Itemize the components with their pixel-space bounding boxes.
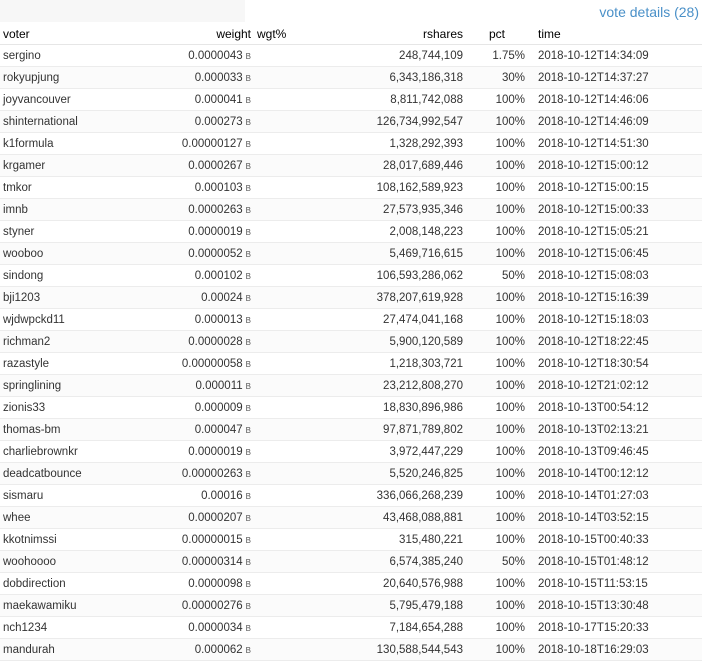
- pct-cell: 100%: [466, 617, 528, 639]
- weight-cell: [156, 155, 254, 177]
- voter-link[interactable]: sindong: [3, 269, 44, 282]
- wgt-pct-cell: [254, 375, 320, 397]
- weight-cell: [156, 331, 254, 353]
- weight-unit: B: [245, 51, 251, 61]
- pct-cell: 1.75%: [466, 45, 528, 67]
- weight-value: 0.000273: [194, 115, 243, 128]
- weight-value: 0.000009: [194, 401, 243, 414]
- weight-value: 0.0000263: [188, 203, 243, 216]
- rshares-cell: 248,744,109: [320, 45, 466, 67]
- table-row: [0, 45, 702, 67]
- time-cell: 2018-10-15T13:30:48: [528, 595, 702, 617]
- weight-unit: B: [245, 381, 251, 391]
- table-row: [0, 133, 702, 155]
- table-row: [0, 287, 702, 309]
- voter-cell: [0, 243, 156, 265]
- pct-cell: 100%: [466, 529, 528, 551]
- voter-cell: [0, 353, 156, 375]
- weight-cell: [156, 89, 254, 111]
- rshares-cell: 7,184,654,288: [320, 617, 466, 639]
- rshares-cell: 1,328,292,393: [320, 133, 466, 155]
- weight-cell: [156, 573, 254, 595]
- pct-cell: 100%: [466, 441, 528, 463]
- time-cell: 2018-10-12T21:02:12: [528, 375, 702, 397]
- wgt-pct-cell: [254, 419, 320, 441]
- rshares-cell: 43,468,088,881: [320, 507, 466, 529]
- column-header-pct[interactable]: pct: [466, 23, 528, 45]
- voter-link[interactable]: styner: [3, 225, 35, 238]
- weight-unit: B: [245, 249, 251, 259]
- rshares-cell: 126,734,992,547: [320, 111, 466, 133]
- pct-cell: 100%: [466, 111, 528, 133]
- weight-cell: [156, 485, 254, 507]
- weight-cell: [156, 617, 254, 639]
- rshares-cell: 6,574,385,240: [320, 551, 466, 573]
- voter-cell: [0, 485, 156, 507]
- voter-link[interactable]: whee: [3, 511, 31, 524]
- voter-link[interactable]: nch1234: [3, 621, 48, 634]
- table-row: [0, 419, 702, 441]
- column-header-rshares[interactable]: rshares: [320, 23, 466, 45]
- column-header-weight[interactable]: weight: [156, 23, 254, 45]
- time-cell: 2018-10-12T14:46:06: [528, 89, 702, 111]
- voter-cell: [0, 375, 156, 397]
- weight-cell: [156, 111, 254, 133]
- weight-cell: [156, 309, 254, 331]
- pct-cell: 100%: [466, 375, 528, 397]
- wgt-pct-cell: [254, 595, 320, 617]
- weight-value: 0.0000267: [188, 159, 243, 172]
- weight-value: 0.000013: [194, 313, 243, 326]
- voter-cell: [0, 199, 156, 221]
- weight-unit: B: [245, 535, 251, 545]
- time-cell: 2018-10-12T18:30:54: [528, 353, 702, 375]
- table-row: [0, 89, 702, 111]
- time-cell: 2018-10-17T15:20:33: [528, 617, 702, 639]
- voter-cell: [0, 309, 156, 331]
- voter-link[interactable]: bji1203: [3, 291, 41, 304]
- weight-cell: [156, 639, 254, 661]
- column-header-time[interactable]: time: [528, 23, 702, 45]
- weight-value: 0.0000034: [188, 621, 243, 634]
- voter-link[interactable]: dobdirection: [3, 577, 66, 590]
- weight-cell: [156, 177, 254, 199]
- table-row: [0, 617, 702, 639]
- weight-value: 0.00000058: [181, 357, 243, 370]
- voter-cell: [0, 639, 156, 661]
- voter-cell: [0, 265, 156, 287]
- wgt-pct-cell: [254, 177, 320, 199]
- voter-link[interactable]: razastyle: [3, 357, 50, 370]
- rshares-cell: 23,212,808,270: [320, 375, 466, 397]
- time-cell: 2018-10-15T11:53:15: [528, 573, 702, 595]
- weight-unit: B: [245, 337, 251, 347]
- wgt-pct-cell: [254, 221, 320, 243]
- time-cell: 2018-10-12T15:00:12: [528, 155, 702, 177]
- time-cell: 2018-10-14T00:12:12: [528, 463, 702, 485]
- time-cell: 2018-10-13T02:13:21: [528, 419, 702, 441]
- rshares-cell: 5,900,120,589: [320, 331, 466, 353]
- weight-unit: B: [245, 403, 251, 413]
- weight-cell: [156, 529, 254, 551]
- voter-link[interactable]: joyvancouver: [3, 93, 71, 106]
- column-header-voter[interactable]: voter: [0, 23, 156, 45]
- voter-cell: [0, 67, 156, 89]
- weight-value: 0.000103: [194, 181, 243, 194]
- voter-link[interactable]: springlining: [3, 379, 62, 392]
- rshares-cell: 1,218,303,721: [320, 353, 466, 375]
- voter-link[interactable]: charliebrownkr: [3, 445, 78, 458]
- pct-cell: 100%: [466, 463, 528, 485]
- weight-unit: B: [245, 271, 251, 281]
- weight-cell: [156, 45, 254, 67]
- wgt-pct-cell: [254, 155, 320, 177]
- rshares-cell: 97,871,789,802: [320, 419, 466, 441]
- voter-cell: [0, 573, 156, 595]
- pct-cell: 100%: [466, 639, 528, 661]
- rshares-cell: 130,588,544,543: [320, 639, 466, 661]
- weight-unit: B: [245, 425, 251, 435]
- weight-cell: [156, 265, 254, 287]
- time-cell: 2018-10-15T01:48:12: [528, 551, 702, 573]
- wgt-pct-cell: [254, 617, 320, 639]
- weight-unit: B: [245, 73, 251, 83]
- weight-cell: [156, 507, 254, 529]
- table-row: [0, 485, 702, 507]
- voter-cell: [0, 397, 156, 419]
- time-cell: 2018-10-12T15:08:03: [528, 265, 702, 287]
- wgt-pct-cell: [254, 551, 320, 573]
- voter-cell: [0, 155, 156, 177]
- voter-link[interactable]: zionis33: [3, 401, 46, 414]
- time-cell: 2018-10-15T00:40:33: [528, 529, 702, 551]
- pct-cell: 100%: [466, 221, 528, 243]
- wgt-pct-cell: [254, 111, 320, 133]
- wgt-pct-cell: [254, 265, 320, 287]
- rshares-cell: 3,972,447,229: [320, 441, 466, 463]
- table-row: [0, 155, 702, 177]
- weight-unit: B: [245, 315, 251, 325]
- rshares-cell: 20,640,576,988: [320, 573, 466, 595]
- voter-link[interactable]: thomas-bm: [3, 423, 61, 436]
- voter-cell: [0, 331, 156, 353]
- pct-cell: 100%: [466, 397, 528, 419]
- top-left-shade: [0, 0, 245, 22]
- wgt-pct-cell: [254, 67, 320, 89]
- weight-value: 0.0000019: [188, 225, 243, 238]
- weight-cell: [156, 441, 254, 463]
- weight-value: 0.00024: [201, 291, 243, 304]
- weight-cell: [156, 221, 254, 243]
- weight-cell: [156, 419, 254, 441]
- pct-cell: 100%: [466, 287, 528, 309]
- pct-cell: 100%: [466, 243, 528, 265]
- rshares-cell: 27,474,041,168: [320, 309, 466, 331]
- voter-link[interactable]: tmkor: [3, 181, 32, 194]
- weight-unit: B: [245, 623, 251, 633]
- time-cell: 2018-10-12T14:34:09: [528, 45, 702, 67]
- wgt-pct-cell: [254, 199, 320, 221]
- voter-cell: [0, 529, 156, 551]
- weight-value: 0.00000276: [181, 599, 243, 612]
- pct-cell: 50%: [466, 551, 528, 573]
- table-row: [0, 397, 702, 419]
- table-row: [0, 177, 702, 199]
- voter-cell: [0, 45, 156, 67]
- pct-cell: 100%: [466, 419, 528, 441]
- voter-link[interactable]: mandurah: [3, 643, 55, 656]
- time-cell: 2018-10-12T15:00:33: [528, 199, 702, 221]
- weight-unit: B: [245, 139, 251, 149]
- table-row: [0, 595, 702, 617]
- time-cell: 2018-10-12T15:06:45: [528, 243, 702, 265]
- pct-cell: 100%: [466, 177, 528, 199]
- pct-cell: 100%: [466, 507, 528, 529]
- pct-cell: 100%: [466, 309, 528, 331]
- weight-cell: [156, 551, 254, 573]
- table-row: [0, 463, 702, 485]
- table-header-row: [0, 23, 702, 45]
- time-cell: 2018-10-12T15:16:39: [528, 287, 702, 309]
- table-row: [0, 111, 702, 133]
- weight-cell: [156, 287, 254, 309]
- time-cell: 2018-10-12T15:00:15: [528, 177, 702, 199]
- weight-cell: [156, 463, 254, 485]
- weight-unit: B: [245, 601, 251, 611]
- voter-cell: [0, 441, 156, 463]
- rshares-cell: 106,593,286,062: [320, 265, 466, 287]
- weight-unit: B: [245, 117, 251, 127]
- weight-value: 0.00000015: [181, 533, 243, 546]
- time-cell: 2018-10-12T15:18:03: [528, 309, 702, 331]
- rshares-cell: 5,795,479,188: [320, 595, 466, 617]
- table-row: [0, 375, 702, 397]
- votes-table: [0, 23, 702, 661]
- wgt-pct-cell: [254, 485, 320, 507]
- rshares-cell: 18,830,896,986: [320, 397, 466, 419]
- weight-unit: B: [245, 491, 251, 501]
- rshares-cell: 27,573,935,346: [320, 199, 466, 221]
- wgt-pct-cell: [254, 331, 320, 353]
- rshares-cell: 28,017,689,446: [320, 155, 466, 177]
- weight-unit: B: [245, 645, 251, 655]
- voter-link[interactable]: sergino: [3, 49, 41, 62]
- weight-value: 0.00000263: [181, 467, 243, 480]
- wgt-pct-cell: [254, 353, 320, 375]
- weight-unit: B: [245, 293, 251, 303]
- voter-cell: [0, 419, 156, 441]
- table-row: [0, 331, 702, 353]
- weight-unit: B: [245, 183, 251, 193]
- wgt-pct-cell: [254, 639, 320, 661]
- weight-value: 0.00000314: [181, 555, 243, 568]
- voter-cell: [0, 221, 156, 243]
- voter-cell: [0, 595, 156, 617]
- rshares-cell: 5,469,716,615: [320, 243, 466, 265]
- table-row: [0, 309, 702, 331]
- weight-value: 0.000033: [194, 71, 243, 84]
- voter-link[interactable]: sismaru: [3, 489, 44, 502]
- voter-link[interactable]: kkotnimssi: [3, 533, 57, 546]
- weight-unit: B: [245, 95, 251, 105]
- time-cell: 2018-10-14T01:27:03: [528, 485, 702, 507]
- voter-link[interactable]: woohoooo: [3, 555, 57, 568]
- rshares-cell: 336,066,268,239: [320, 485, 466, 507]
- pct-cell: 100%: [466, 133, 528, 155]
- table-row: [0, 199, 702, 221]
- voter-link[interactable]: imnb: [3, 203, 28, 216]
- pct-cell: 100%: [466, 595, 528, 617]
- weight-value: 0.0000028: [188, 335, 243, 348]
- weight-cell: [156, 67, 254, 89]
- weight-unit: B: [245, 469, 251, 479]
- weight-unit: B: [245, 557, 251, 567]
- table-row: [0, 353, 702, 375]
- weight-unit: B: [245, 359, 251, 369]
- vote-details-link[interactable]: vote details (28): [599, 4, 699, 20]
- voter-link[interactable]: maekawamiku: [3, 599, 77, 612]
- weight-value: 0.0000043: [188, 49, 243, 62]
- table-row: [0, 639, 702, 661]
- weight-unit: B: [245, 447, 251, 457]
- voter-cell: [0, 177, 156, 199]
- top-bar: [0, 0, 702, 22]
- voter-link[interactable]: rokyupjung: [3, 71, 60, 84]
- wgt-pct-cell: [254, 45, 320, 67]
- wgt-pct-cell: [254, 463, 320, 485]
- pct-cell: 100%: [466, 485, 528, 507]
- weight-value: 0.0000019: [188, 445, 243, 458]
- weight-unit: B: [245, 513, 251, 523]
- pct-cell: 100%: [466, 155, 528, 177]
- time-cell: 2018-10-18T16:29:03: [528, 639, 702, 661]
- wgt-pct-cell: [254, 287, 320, 309]
- weight-unit: B: [245, 161, 251, 171]
- weight-value: 0.000062: [194, 643, 243, 656]
- time-cell: 2018-10-13T00:54:12: [528, 397, 702, 419]
- weight-value: 0.000011: [195, 379, 243, 392]
- wgt-pct-cell: [254, 309, 320, 331]
- voter-cell: [0, 507, 156, 529]
- pct-cell: 50%: [466, 265, 528, 287]
- voter-cell: [0, 551, 156, 573]
- table-row: [0, 243, 702, 265]
- voter-link[interactable]: richman2: [3, 335, 51, 348]
- voter-cell: [0, 463, 156, 485]
- table-row: [0, 221, 702, 243]
- weight-cell: [156, 199, 254, 221]
- weight-cell: [156, 133, 254, 155]
- voter-link[interactable]: wooboo: [3, 247, 44, 260]
- pct-cell: 30%: [466, 67, 528, 89]
- voter-link[interactable]: wjdwpckd11: [3, 313, 65, 326]
- weight-value: 0.0000052: [188, 247, 243, 260]
- wgt-pct-cell: [254, 133, 320, 155]
- weight-cell: [156, 243, 254, 265]
- pct-cell: 100%: [466, 353, 528, 375]
- weight-value: 0.00000127: [181, 137, 243, 150]
- weight-value: 0.0000207: [188, 511, 243, 524]
- weight-value: 0.00016: [201, 489, 243, 502]
- pct-cell: 100%: [466, 573, 528, 595]
- wgt-pct-cell: [254, 397, 320, 419]
- wgt-pct-cell: [254, 243, 320, 265]
- weight-cell: [156, 595, 254, 617]
- voter-cell: [0, 133, 156, 155]
- time-cell: 2018-10-12T18:22:45: [528, 331, 702, 353]
- voter-link[interactable]: deadcatbounce: [3, 467, 82, 480]
- voter-cell: [0, 111, 156, 133]
- rshares-cell: 315,480,221: [320, 529, 466, 551]
- table-row: [0, 507, 702, 529]
- wgt-pct-cell: [254, 507, 320, 529]
- weight-unit: B: [245, 205, 251, 215]
- rshares-cell: 2,008,148,223: [320, 221, 466, 243]
- weight-cell: [156, 353, 254, 375]
- table-row: [0, 573, 702, 595]
- wgt-pct-cell: [254, 441, 320, 463]
- voter-cell: [0, 617, 156, 639]
- table-row: [0, 441, 702, 463]
- weight-value: 0.000102: [194, 269, 243, 282]
- voter-link[interactable]: k1formula: [3, 137, 54, 150]
- wgt-pct-cell: [254, 573, 320, 595]
- time-cell: 2018-10-12T14:46:09: [528, 111, 702, 133]
- voter-link[interactable]: krgamer: [3, 159, 46, 172]
- rshares-cell: 108,162,589,923: [320, 177, 466, 199]
- rshares-cell: 378,207,619,928: [320, 287, 466, 309]
- time-cell: 2018-10-14T03:52:15: [528, 507, 702, 529]
- weight-cell: [156, 375, 254, 397]
- table-row: [0, 529, 702, 551]
- table-row: [0, 551, 702, 573]
- weight-unit: B: [245, 579, 251, 589]
- table-row: [0, 67, 702, 89]
- rshares-cell: 6,343,186,318: [320, 67, 466, 89]
- weight-value: 0.000041: [194, 93, 243, 106]
- votes-table-body: [0, 45, 702, 661]
- wgt-pct-cell: [254, 89, 320, 111]
- voter-cell: [0, 89, 156, 111]
- pct-cell: 100%: [466, 89, 528, 111]
- time-cell: 2018-10-13T09:46:45: [528, 441, 702, 463]
- time-cell: 2018-10-12T14:37:27: [528, 67, 702, 89]
- pct-cell: 100%: [466, 331, 528, 353]
- rshares-cell: 8,811,742,088: [320, 89, 466, 111]
- weight-cell: [156, 397, 254, 419]
- wgt-pct-cell: [254, 529, 320, 551]
- rshares-cell: 5,520,246,825: [320, 463, 466, 485]
- pct-cell: 100%: [466, 199, 528, 221]
- weight-value: 0.0000098: [188, 577, 243, 590]
- time-cell: 2018-10-12T15:05:21: [528, 221, 702, 243]
- time-cell: 2018-10-12T14:51:30: [528, 133, 702, 155]
- table-row: [0, 265, 702, 287]
- voter-link[interactable]: shinternational: [3, 115, 78, 128]
- column-header-wgt-pct[interactable]: wgt%: [254, 23, 320, 45]
- weight-unit: B: [245, 227, 251, 237]
- voter-cell: [0, 287, 156, 309]
- weight-value: 0.000047: [194, 423, 243, 436]
